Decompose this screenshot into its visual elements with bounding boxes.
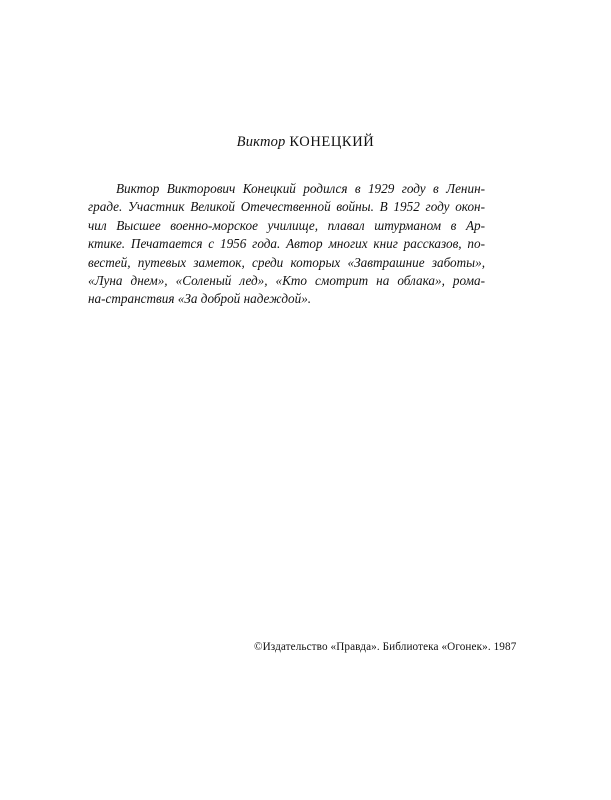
biography-line: ктике. Печатается с 1956 года. Автор многих книг рассказов, по-	[88, 236, 485, 252]
copyright-notice: ©Издательство «Правда». Библиотека «Огонек». 1987	[254, 641, 517, 653]
author-surname: КОНЕЦКИЙ	[289, 134, 375, 150]
biography-line: чил Высшее военно-морское училище, плавал штурманом в Ар-	[88, 217, 485, 233]
author-title	[0, 134, 611, 151]
author-given-name: Виктор	[236, 134, 286, 150]
author-biography	[88, 180, 485, 309]
biography-line: вестей, путевых заметок, среди которых «Завтрашние заботы»,	[88, 254, 485, 270]
biography-line: на-странствия «За доброй надеждой».	[88, 291, 312, 307]
biography-line: Виктор Викторович Конецкий родился в 1929 году в Ленин-	[116, 181, 485, 196]
biography-line: граде. Участник Великой Отечественной войны. В 1952 году окон-	[88, 199, 485, 215]
biography-line: «Луна днем», «Соленый лед», «Кто смотрит на облака», рома-	[88, 273, 485, 289]
